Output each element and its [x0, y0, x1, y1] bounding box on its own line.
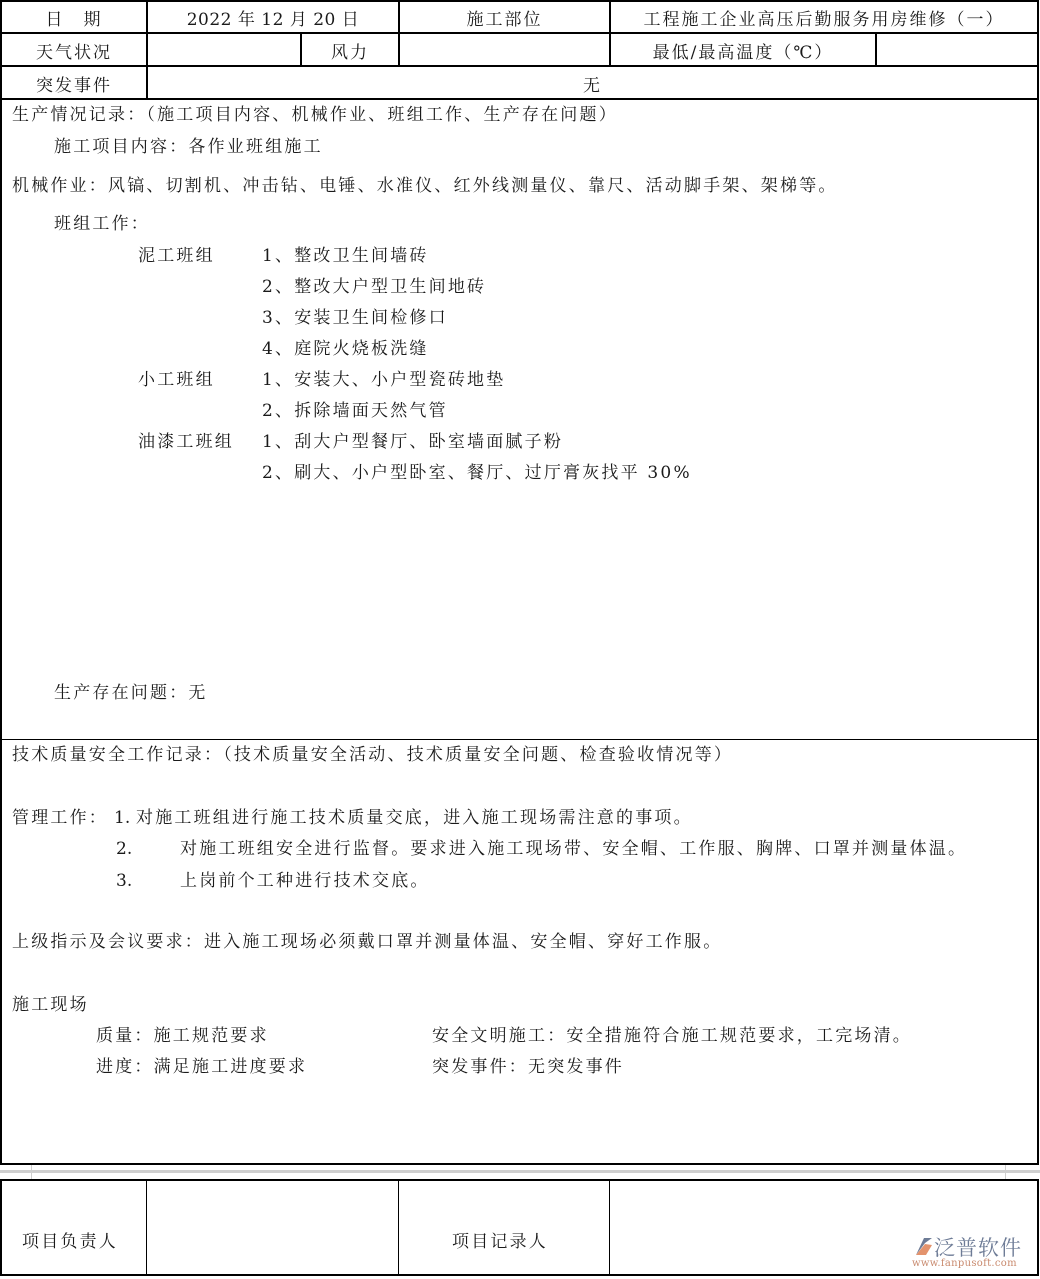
production-issues: 生产存在问题：无 — [54, 683, 208, 703]
row-divider — [0, 65, 1039, 67]
team-name: 小工班组 — [138, 370, 215, 390]
table-border-top — [0, 1179, 1039, 1181]
wind-label: 风力 — [331, 42, 369, 63]
brand-url: www.fanpusoft.com — [912, 1258, 1017, 1269]
project-manager-signature[interactable] — [148, 1182, 398, 1274]
project-content: 施工项目内容：各作业班组施工 — [54, 137, 323, 157]
page-break-marker — [1005, 1165, 1006, 1180]
row-divider — [0, 32, 1039, 34]
incident-label: 突发事件 — [36, 75, 112, 96]
team-task: 2、整改大户型卫生间地砖 — [262, 277, 487, 297]
project-recorder-label: 项目记录人 — [452, 1232, 548, 1252]
site-quality: 质量：施工规范要求 — [96, 1026, 269, 1046]
team-work-label: 班组工作： — [54, 214, 150, 234]
date-value: 2022 年 12 月 20 日 — [186, 9, 360, 30]
table-border-right — [1037, 0, 1039, 1165]
col-divider — [609, 1180, 610, 1275]
site-label: 施工现场 — [12, 995, 89, 1015]
project-recorder-signature[interactable] — [611, 1182, 911, 1274]
weather-value[interactable] — [148, 35, 300, 65]
team-task: 2、刷大、小户型卧室、餐厅、过厅膏灰找平 30% — [262, 463, 692, 483]
superior-instructions: 上级指示及会议要求：进入施工现场必须戴口罩并测量体温、安全帽、穿好工作服。 — [12, 932, 723, 952]
site-progress: 进度：满足施工进度要求 — [96, 1057, 308, 1077]
temperature-label: 最低/最高温度（℃） — [652, 42, 834, 63]
table-border-left — [0, 0, 2, 1165]
team-task: 4、庭院火烧板洗缝 — [262, 339, 429, 359]
quality-title: 技术质量安全工作记录：（技术质量安全活动、技术质量安全问题、检查验收情况等） — [12, 745, 734, 765]
site-incident: 突发事件：无突发事件 — [432, 1057, 624, 1077]
temperature-value[interactable] — [877, 35, 1037, 65]
management-item-number: 2. — [116, 839, 133, 859]
team-task: 1、安装大、小户型瓷砖地垫 — [262, 370, 506, 390]
section-divider — [0, 739, 1039, 740]
team-task: 1、整改卫生间墙砖 — [262, 246, 429, 266]
machinery-list: 机械作业：风镐、切割机、冲击钻、电锤、水准仪、红外线测量仪、靠尺、活动脚手架、架梯等。 — [12, 176, 838, 196]
production-title: 生产情况记录：（施工项目内容、机械作业、班组工作、生产存在问题） — [12, 105, 618, 125]
col-divider — [146, 1180, 147, 1275]
management-item-text: 对施工班组进行施工技术质量交底，进入施工现场需注意的事项。 — [136, 808, 693, 828]
site-safety: 安全文明施工：安全措施符合施工规范要求，工完场清。 — [432, 1026, 912, 1046]
incident-value: 无 — [583, 75, 602, 96]
location-value: 工程施工企业高压后勤服务用房维修（一） — [643, 9, 1005, 30]
col-divider — [398, 1180, 399, 1275]
management-item-text: 上岗前个工种进行技术交底。 — [180, 871, 430, 891]
table-border-right — [1037, 1179, 1039, 1276]
table-border-bottom — [0, 1163, 1039, 1165]
weather-label: 天气状况 — [36, 42, 112, 63]
wind-value[interactable] — [400, 35, 609, 65]
table-border-bottom — [0, 1274, 1039, 1276]
date-label: 日 期 — [45, 9, 103, 30]
team-task: 3、安装卫生间检修口 — [262, 308, 448, 328]
management-item-text: 对施工班组安全进行监督。要求进入施工现场带、安全帽、工作服、胸牌、口罩并测量体温。 — [180, 839, 968, 859]
fanpu-logo-icon — [912, 1235, 934, 1257]
management-label: 管理工作： — [12, 808, 108, 828]
fanpu-watermark — [912, 1232, 1032, 1272]
team-task: 1、刮大户型餐厅、卧室墙面腻子粉 — [262, 432, 564, 452]
management-item-number: 1. — [114, 808, 131, 828]
team-name: 泥工班组 — [138, 246, 215, 266]
project-manager-label: 项目负责人 — [22, 1232, 118, 1252]
page-break-marker — [31, 1165, 32, 1180]
table-border-left — [0, 1179, 2, 1276]
management-item-number: 3. — [116, 871, 133, 891]
brand-name: 泛普软件 — [934, 1236, 1022, 1260]
location-label: 施工部位 — [466, 9, 543, 30]
page-break-line — [0, 1170, 1040, 1173]
row-divider — [0, 98, 1039, 100]
team-task: 2、拆除墙面天然气管 — [262, 401, 448, 421]
team-name: 油漆工班组 — [138, 432, 234, 452]
